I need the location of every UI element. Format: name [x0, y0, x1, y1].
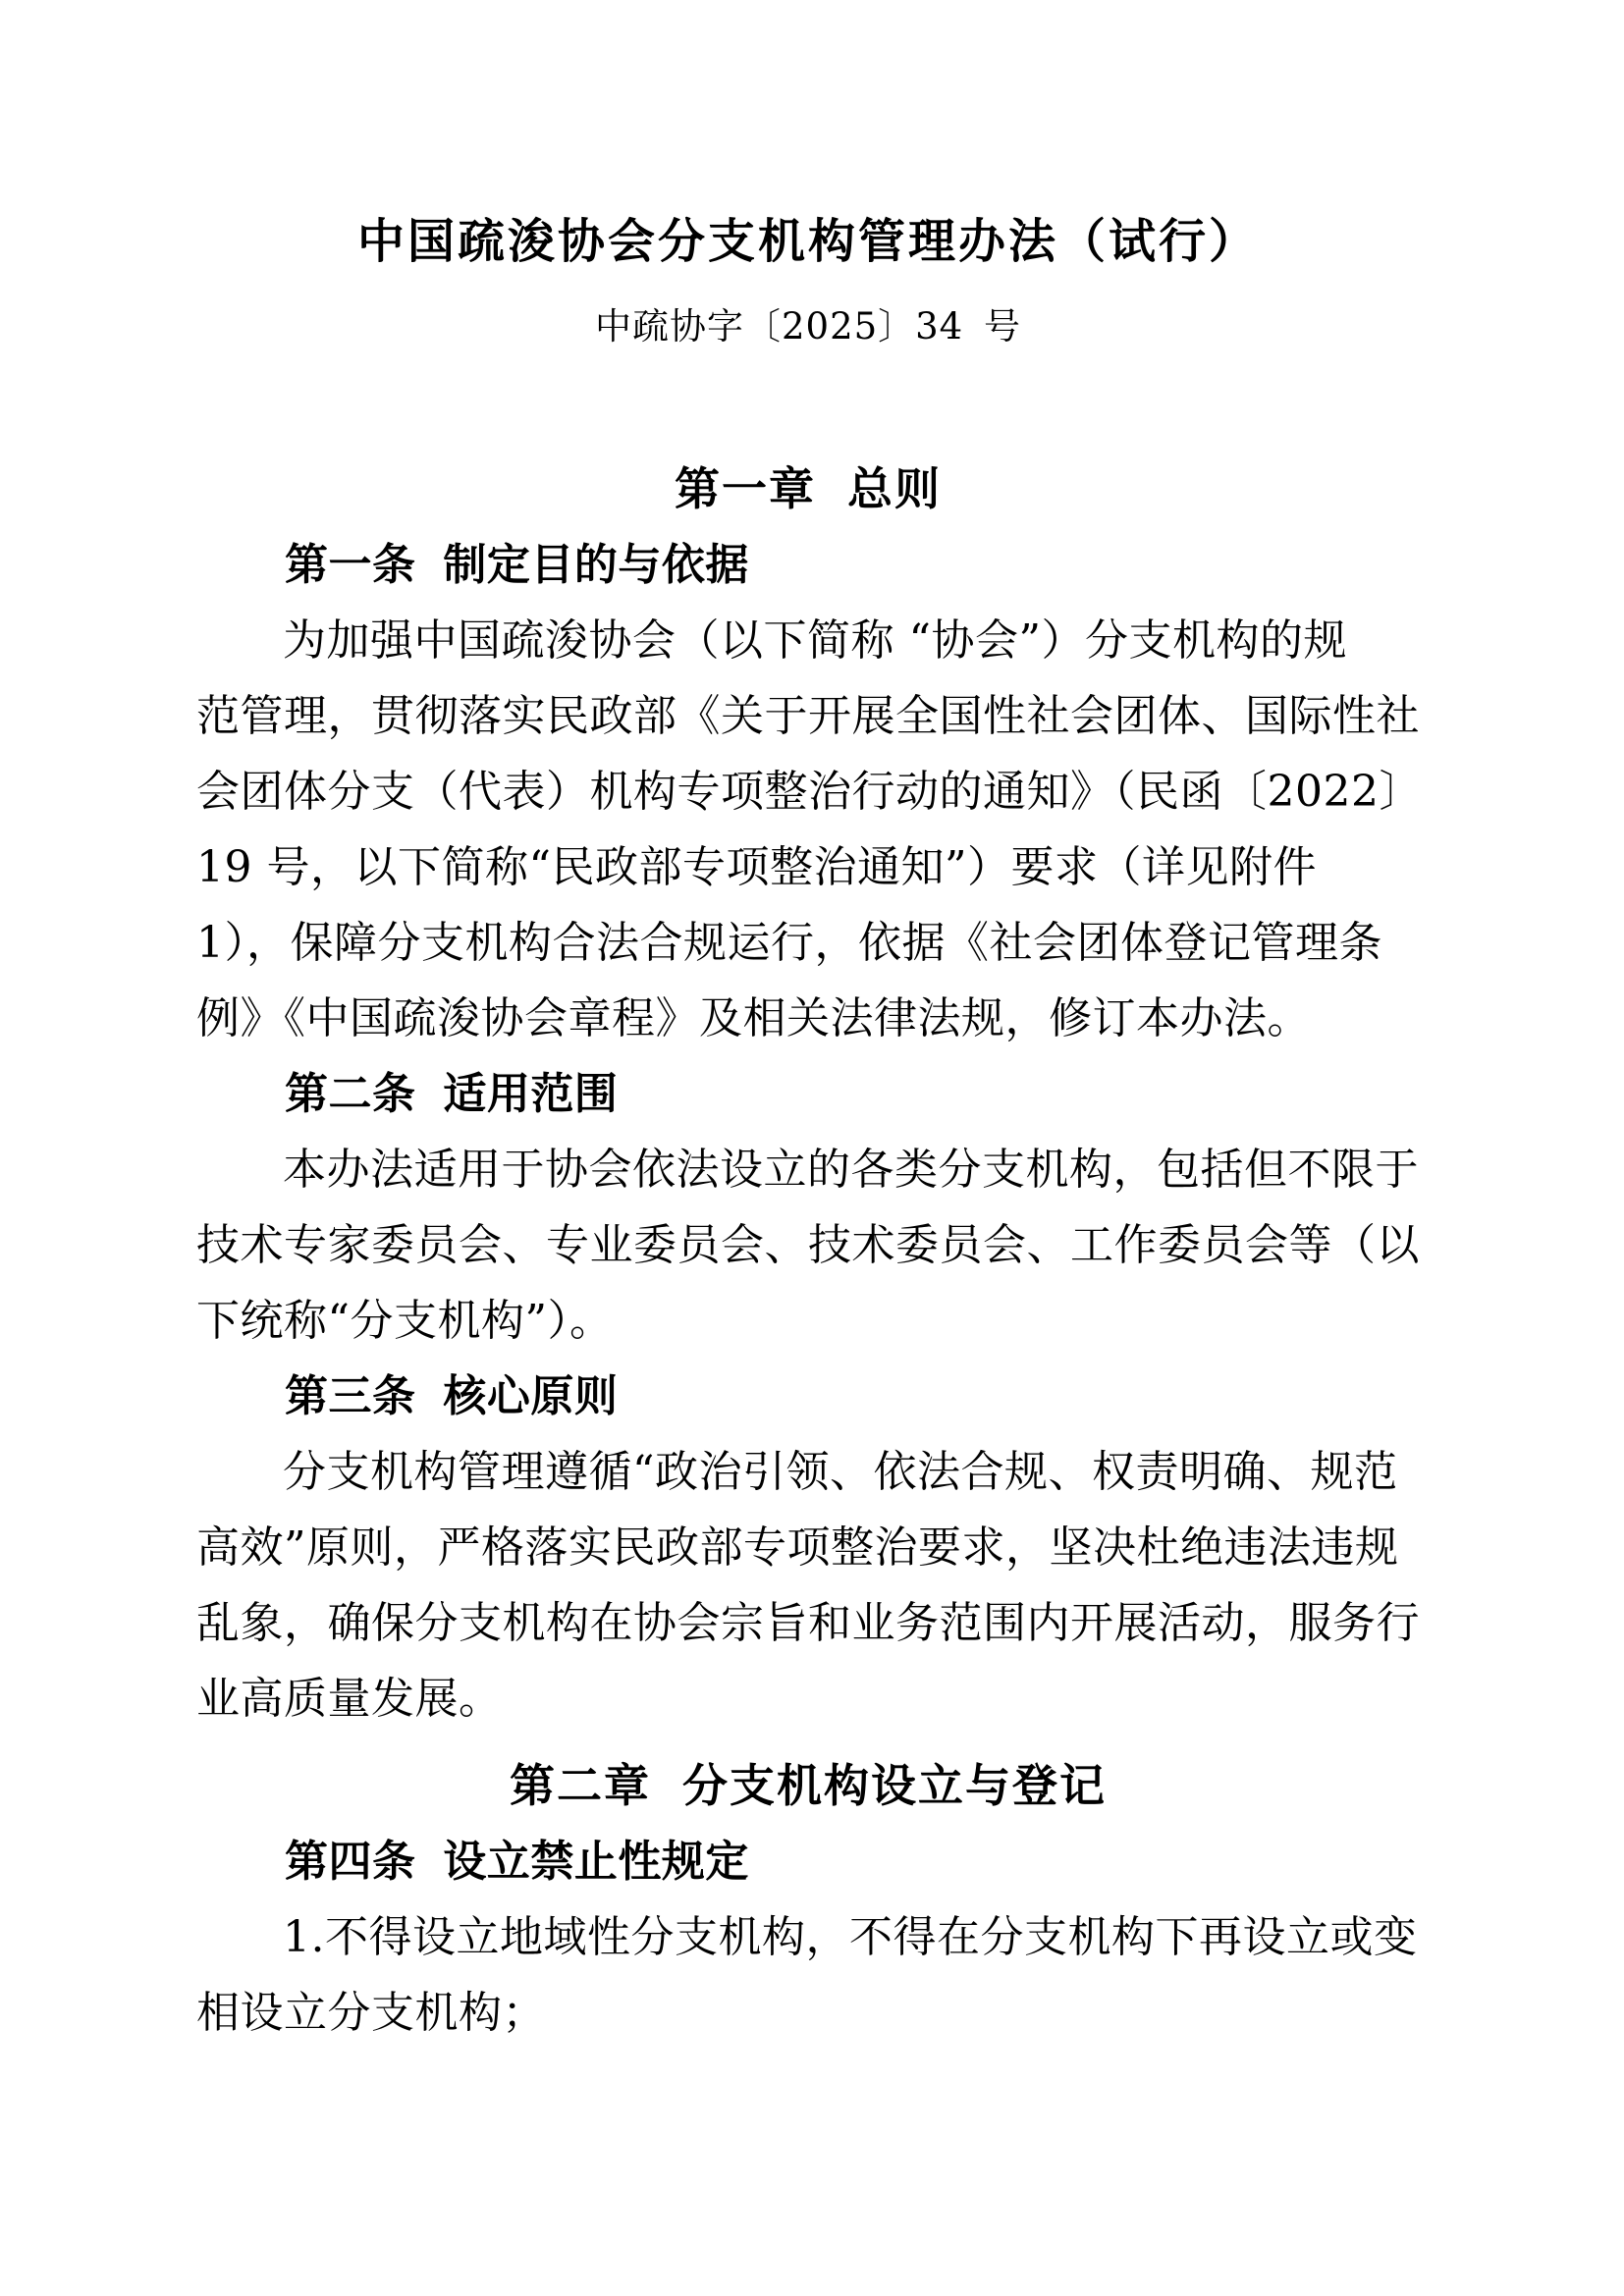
paragraph-line: 1.不得设立地域性分支机构，不得在分支机构下再设立或变: [283, 1912, 1418, 1962]
article-heading: 第四条 设立禁止性规定: [285, 1837, 749, 1887]
paragraph-line: 技术专家委员会、专业委员会、技术委员会、工作委员会等（以: [196, 1220, 1420, 1270]
paragraph-line: 例》《中国疏浚协会章程》及相关法律法规，修订本办法。: [196, 993, 1311, 1043]
article-heading: 第二条 适用范围: [285, 1069, 619, 1119]
paragraph: [196, 1132, 1420, 1359]
paragraph: [196, 1434, 1420, 1736]
document-title: 中国疏浚协会分支机构管理办法（试行）: [356, 214, 1259, 269]
article-heading: 第三条 核心原则: [285, 1371, 619, 1421]
paragraph-line: 下统称“分支机构”）。: [196, 1296, 614, 1346]
paragraph-line: 19 号，以下简称“民政部专项整治通知”）要求（详见附件: [196, 842, 1317, 892]
paragraph-line: 范管理，贯彻落实民政部《关于开展全国性社会团体、国际性社: [196, 691, 1420, 741]
chapter-heading: 第一章 总则: [674, 462, 942, 515]
paragraph-line: 业高质量发展。: [196, 1674, 503, 1724]
paragraph-line: 高效”原则，严格落实民政部专项整治要求，坚决杜绝违法违规: [196, 1522, 1399, 1573]
paragraph-line: 会团体分支（代表）机构专项整治行动的通知》（民函〔2022〕: [196, 767, 1423, 817]
paragraph-line: 乱象，确保分支机构在协会宗旨和业务范围内开展活动，服务行: [196, 1598, 1420, 1648]
paragraph: [196, 603, 1423, 1056]
paragraph-line: 相设立分支机构；: [196, 1988, 546, 2038]
paragraph-line: 分支机构管理遵循“政治引领、依法合规、权责明确、规范: [283, 1447, 1398, 1497]
paragraph-line: 本办法适用于协会依法设立的各类分支机构，包括但不限于: [283, 1145, 1419, 1195]
article-heading: 第一条 制定目的与依据: [285, 540, 749, 590]
document-number: 中疏协字〔2025〕34 号: [594, 305, 1021, 347]
paragraph: [196, 1899, 1420, 2051]
paragraph-line: 1），保障分支机构合法合规运行，依据《社会团体登记管理条: [196, 918, 1382, 968]
chapter-heading: 第二章 分支机构设立与登记: [509, 1759, 1107, 1812]
document-body: [196, 452, 1423, 2051]
paragraph-line: 为加强中国疏浚协会（以下简称 “协会”）分支机构的规: [283, 615, 1347, 666]
